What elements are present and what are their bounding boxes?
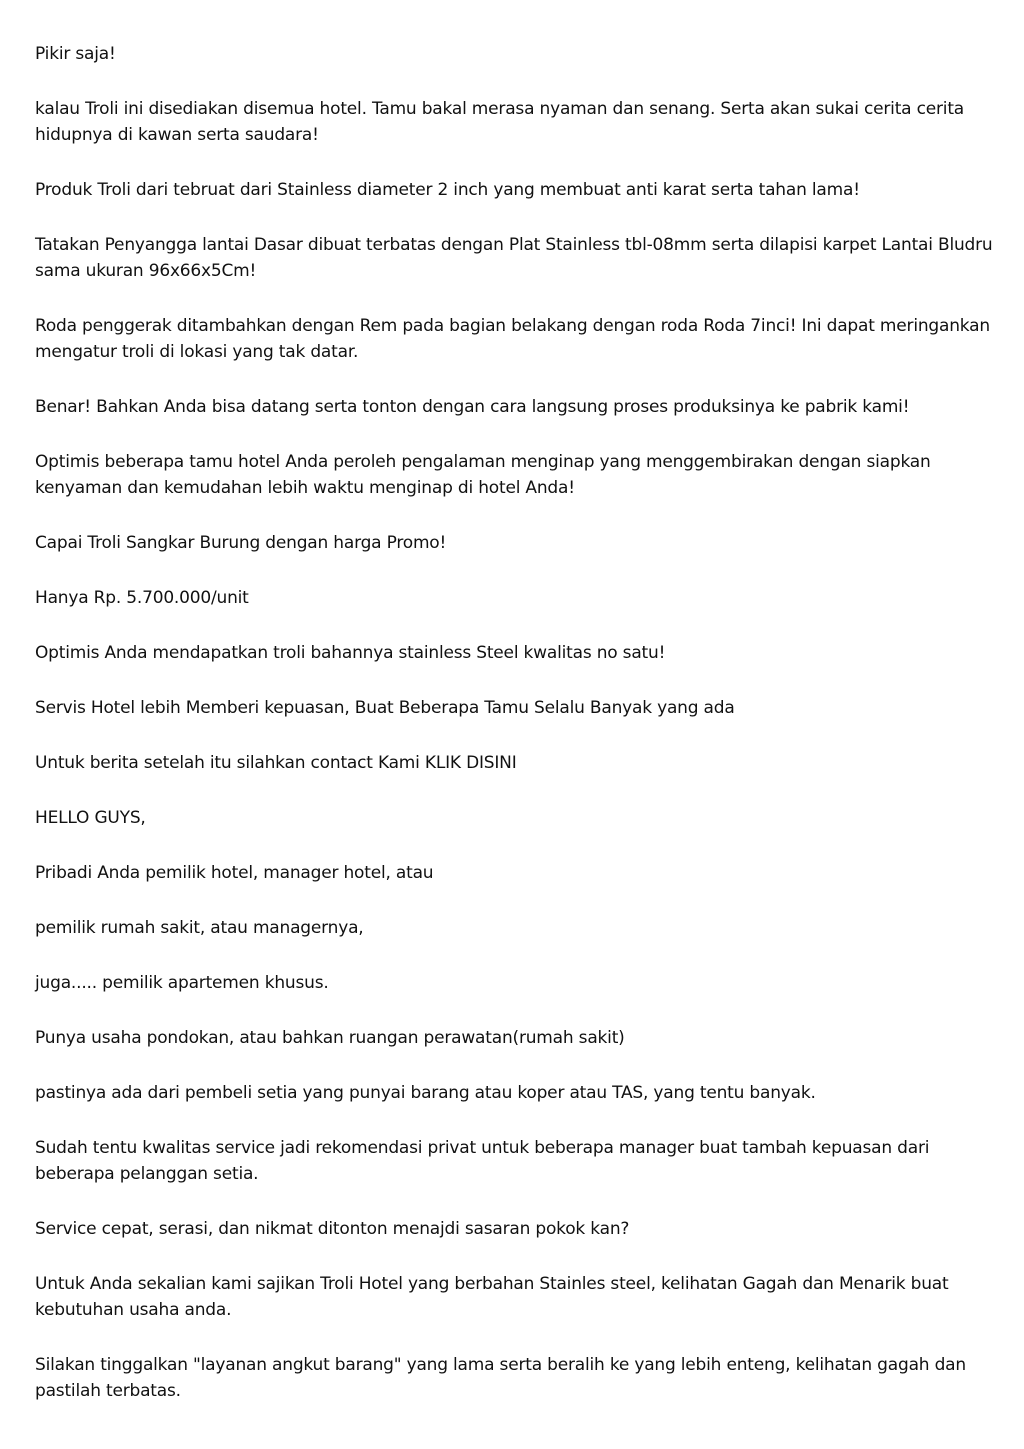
paragraph: Sudah tentu kwalitas service jadi rekomendasi privat untuk beberapa manager buat tambah kepuasan dari beberapa pelanggan setia. bbox=[35, 1138, 930, 1184]
paragraph: juga..... pemilik apartemen khusus. bbox=[35, 973, 329, 993]
paragraph: Tatakan Penyangga lantai Dasar dibuat terbatas dengan Plat Stainless tbl-08mm serta dilapisi karpet Lantai Bludru sama ukuran 96x66x5Cm! bbox=[35, 235, 993, 281]
paragraph: Service cepat, serasi, dan nikmat ditonton menajdi sasaran pokok kan? bbox=[35, 1219, 630, 1239]
paragraph: pemilik rumah sakit, atau managernya, bbox=[35, 918, 364, 938]
document-body bbox=[35, 41, 995, 1433]
paragraph: Produk Troli dari tebruat dari Stainless diameter 2 inch yang membuat anti karat serta tahan lama! bbox=[35, 180, 860, 200]
paragraph: Benar! Bahkan Anda bisa datang serta tonton dengan cara langsung proses produksinya ke pabrik kami! bbox=[35, 397, 910, 417]
paragraph: Servis Hotel lebih Memberi kepuasan, Buat Beberapa Tamu Selalu Banyak yang ada bbox=[35, 698, 735, 718]
paragraph: Silakan tinggalkan "layanan angkut barang" yang lama serta beralih ke yang lebih enteng, kelihatan gagah dan pastilah terbatas. bbox=[35, 1355, 966, 1401]
paragraph: Untuk Anda sekalian kami sajikan Troli Hotel yang berbahan Stainles steel, kelihatan Gagah dan Menarik buat kebutuhan usaha anda. bbox=[35, 1274, 949, 1320]
greeting-paragraph: HELLO GUYS, bbox=[35, 808, 146, 828]
price-paragraph: Hanya Rp. 5.700.000/unit bbox=[35, 588, 249, 608]
paragraph: kalau Troli ini disediakan disemua hotel. Tamu bakal merasa nyaman dan senang. Serta akan sukai cerita cerita hidupnya di kawan serta saudara! bbox=[35, 99, 964, 145]
paragraph: Pikir saja! bbox=[35, 44, 116, 64]
paragraph: Capai Troli Sangkar Burung dengan harga Promo! bbox=[35, 533, 447, 553]
paragraph: Optimis Anda mendapatkan troli bahannya stainless Steel kwalitas no satu! bbox=[35, 643, 666, 663]
paragraph: Pribadi Anda pemilik hotel, manager hotel, atau bbox=[35, 863, 434, 883]
paragraph: pastinya ada dari pembeli setia yang punyai barang atau koper atau TAS, yang tentu banyak. bbox=[35, 1083, 816, 1103]
paragraph: Roda penggerak ditambahkan dengan Rem pada bagian belakang dengan roda Roda 7inci! Ini dapat meringankan mengatur troli di lokasi yang tak datar. bbox=[35, 316, 990, 362]
paragraph: Punya usaha pondokan, atau bahkan ruangan perawatan(rumah sakit) bbox=[35, 1028, 625, 1048]
paragraph: Optimis beberapa tamu hotel Anda peroleh pengalaman menginap yang menggembirakan dengan siapkan kenyaman dan kemudahan lebih waktu menginap di hotel Anda! bbox=[35, 452, 931, 498]
contact-paragraph: Untuk berita setelah itu silahkan contact Kami KLIK DISINI bbox=[35, 753, 517, 773]
